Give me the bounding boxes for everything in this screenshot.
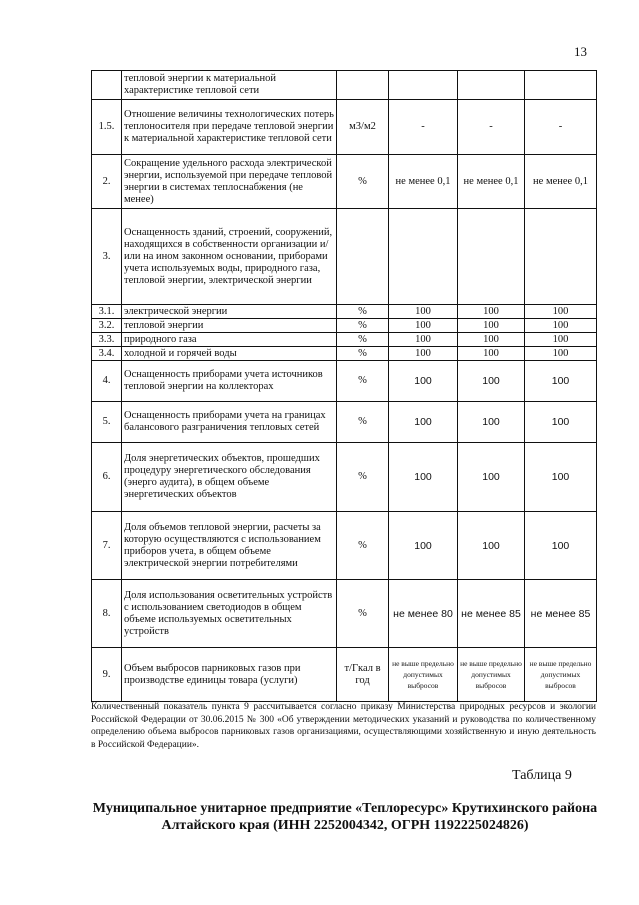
row-value-3: не менее 0,1 (525, 155, 597, 209)
row-number: 3.4. (92, 347, 122, 361)
row-unit: % (337, 443, 389, 512)
footnote: Количественный показатель пункта 9 рассчитывается согласно приказу Министерства природных ресурсов и экологии Российской Федерации от 30.06.2015 № 300 «Об утверждении методических указаний и руководства по количественному определению объема выбросов парниковых газов организациями, осуществляющими хозяйственную и иную деятельность в Российской Федерации». (91, 702, 596, 750)
row-value-3: 100 (525, 361, 597, 402)
row-value-3: 100 (525, 347, 597, 361)
row-number: 4. (92, 361, 122, 402)
row-value-1: 100 (389, 319, 458, 333)
row-value-2: 100 (458, 347, 525, 361)
row-value-2: 100 (458, 319, 525, 333)
row-value-3: 100 (525, 443, 597, 512)
table-row (92, 443, 597, 512)
row-unit: % (337, 305, 389, 319)
row-value-2: 100 (458, 402, 525, 443)
row-name: электрической энергии (122, 305, 337, 319)
table-row (92, 71, 597, 100)
row-value-3 (525, 209, 597, 305)
row-value-3: не выше предельно допустимых выбросов (525, 648, 597, 702)
row-value-2: 100 (458, 333, 525, 347)
indicators-table-body (92, 71, 597, 702)
row-name: тепловой энергии к материальной характеристике тепловой сети (122, 71, 337, 100)
row-name: природного газа (122, 333, 337, 347)
table-row (92, 155, 597, 209)
row-value-3: 100 (525, 305, 597, 319)
row-value-2: - (458, 100, 525, 155)
row-value-3: 100 (525, 319, 597, 333)
row-name: Доля использования осветительных устройств с использованием светодиодов в общем объеме используемых осветительных устройств (122, 580, 337, 648)
page-number: 13 (574, 44, 587, 59)
row-name: тепловой энергии (122, 319, 337, 333)
row-value-2: 100 (458, 361, 525, 402)
row-value-3: - (525, 100, 597, 155)
row-name: Доля энергетических объектов, прошедших процедуру энергетического обследования (энерго аудита), в общем объеме энергетических объектов (122, 443, 337, 512)
row-unit: % (337, 580, 389, 648)
row-unit: % (337, 347, 389, 361)
row-name: Сокращение удельного расхода электрической энергии, используемой при передаче тепловой энергии в системах теплоснабжения (не менее) (122, 155, 337, 209)
row-value-1: 100 (389, 512, 458, 580)
row-number: 5. (92, 402, 122, 443)
row-name: холодной и горячей воды (122, 347, 337, 361)
table-row (92, 402, 597, 443)
row-value-2: 100 (458, 305, 525, 319)
table-row (92, 333, 597, 347)
row-value-1: 100 (389, 361, 458, 402)
row-unit: % (337, 319, 389, 333)
row-name: Доля объемов тепловой энергии, расчеты за которую осуществляются с использованием приборов учета, в общем объеме электрической энергии потребителями (122, 512, 337, 580)
row-value-2 (458, 71, 525, 100)
row-unit: м3/м2 (337, 100, 389, 155)
row-value-3 (525, 71, 597, 100)
indicators-table (91, 70, 597, 702)
row-unit (337, 209, 389, 305)
row-name: Отношение величины технологических потерь теплоносителя при передаче тепловой энергии к материальной характеристике тепловой сети (122, 100, 337, 155)
row-value-1: не менее 0,1 (389, 155, 458, 209)
table-row (92, 512, 597, 580)
row-number: 7. (92, 512, 122, 580)
row-name: Оснащенность приборами учета на границах балансового разграничения тепловых сетей (122, 402, 337, 443)
table-row (92, 347, 597, 361)
row-unit: % (337, 512, 389, 580)
table-row (92, 648, 597, 702)
table-row (92, 305, 597, 319)
row-value-2: не выше предельно допустимых выбросов (458, 648, 525, 702)
row-value-1: 100 (389, 443, 458, 512)
row-value-1: 100 (389, 347, 458, 361)
row-value-2: 100 (458, 512, 525, 580)
row-value-2: не менее 0,1 (458, 155, 525, 209)
row-value-1: 100 (389, 305, 458, 319)
row-value-3: 100 (525, 512, 597, 580)
row-value-2 (458, 209, 525, 305)
row-value-1 (389, 71, 458, 100)
row-value-3: не менее 85 (525, 580, 597, 648)
row-name: Оснащенность зданий, строений, сооружений, находящихся в собственности организации и/или на ином законном основании, приборами учета используемых воды, природного газа, тепловой энергии, электрической энергии (122, 209, 337, 305)
table-row (92, 100, 597, 155)
row-unit (337, 71, 389, 100)
row-unit: % (337, 333, 389, 347)
row-value-1: не выше предельно допустимых выбросов (389, 648, 458, 702)
table-row (92, 361, 597, 402)
row-value-2: не менее 85 (458, 580, 525, 648)
organization-heading: Муниципальное унитарное предприятие «Теплоресурс» Крутихинского района Алтайского края (ИНН 2252004342, ОГРН 1192225024826) (92, 801, 598, 833)
row-unit: % (337, 402, 389, 443)
row-value-3: 100 (525, 402, 597, 443)
table-caption: Таблица 9 (512, 768, 572, 783)
row-number: 9. (92, 648, 122, 702)
row-number: 1.5. (92, 100, 122, 155)
row-unit: % (337, 155, 389, 209)
row-unit: т/Гкал в год (337, 648, 389, 702)
table-row (92, 580, 597, 648)
row-number: 3. (92, 209, 122, 305)
row-name: Объем выбросов парниковых газов при производстве единицы товара (услуги) (122, 648, 337, 702)
table-row (92, 319, 597, 333)
row-number: 3.3. (92, 333, 122, 347)
row-value-1: 100 (389, 402, 458, 443)
row-name: Оснащенность приборами учета источников тепловой энергии на коллекторах (122, 361, 337, 402)
row-number: 2. (92, 155, 122, 209)
row-number (92, 71, 122, 100)
table-row (92, 209, 597, 305)
row-value-2: 100 (458, 443, 525, 512)
row-value-1: 100 (389, 333, 458, 347)
row-number: 8. (92, 580, 122, 648)
row-value-1: не менее 80 (389, 580, 458, 648)
row-number: 3.1. (92, 305, 122, 319)
row-value-3: 100 (525, 333, 597, 347)
row-unit: % (337, 361, 389, 402)
row-number: 6. (92, 443, 122, 512)
row-number: 3.2. (92, 319, 122, 333)
row-value-1 (389, 209, 458, 305)
row-value-1: - (389, 100, 458, 155)
